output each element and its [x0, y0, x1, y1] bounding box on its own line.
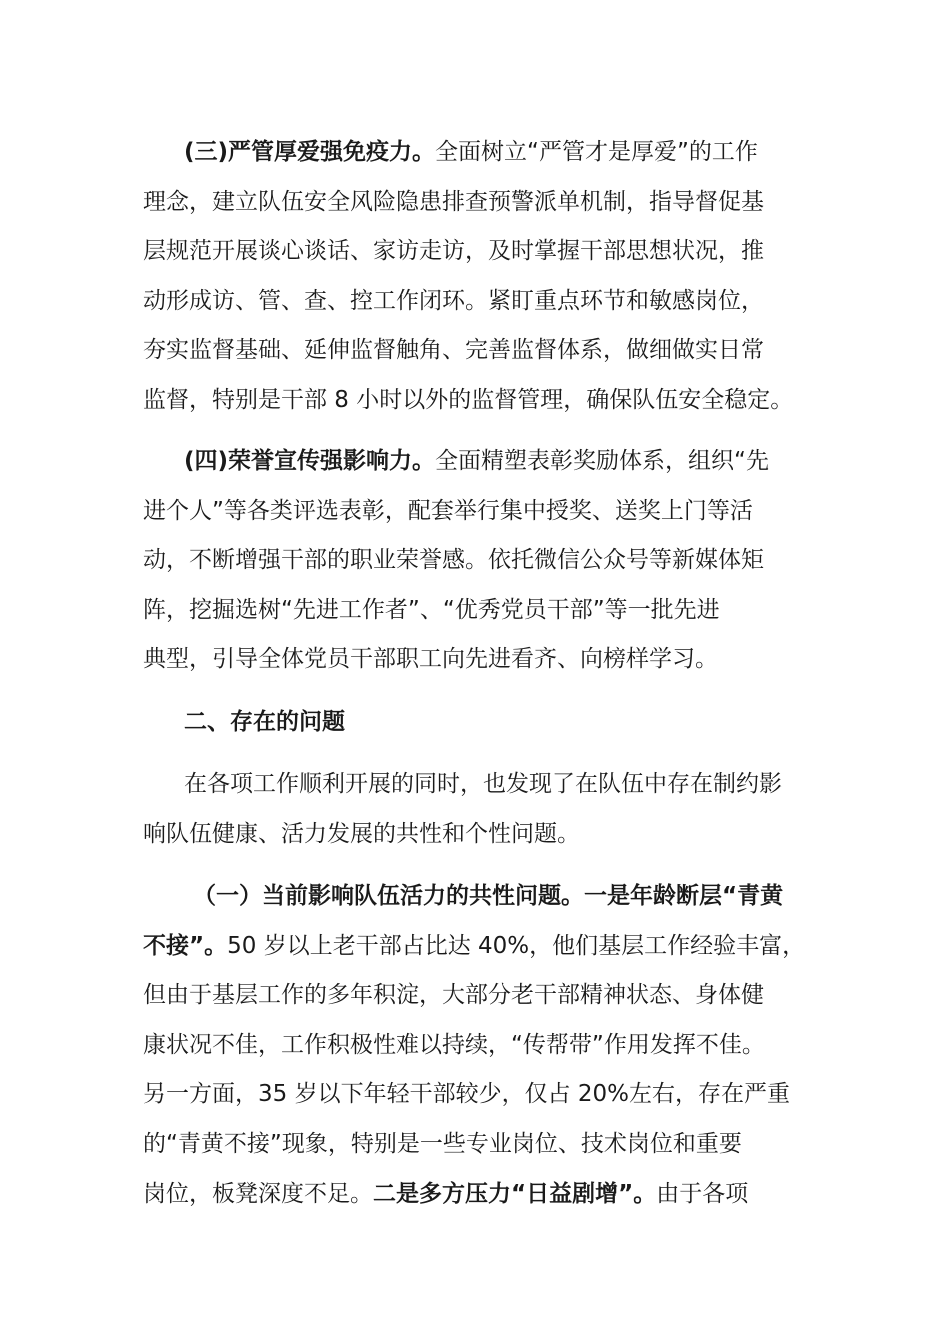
paragraph-honor-publicity — [143, 437, 818, 685]
text-line: 在各项工作顺利开展的同时，也发现了在队伍中存在制约影 — [184, 771, 782, 797]
text-line: 岗位，板凳深度不足。二是多方压力“日益剧增”。由于各项 — [143, 1180, 749, 1207]
text-line: 动，不断增强干部的职业荣誉感。依托微信公众号等新媒体矩 — [143, 547, 764, 574]
paragraph-lead: (三)严管厚爱强免疫力。 — [184, 139, 436, 165]
section-heading — [143, 698, 818, 748]
text-line: 夯实监督基础、延伸监督触角、完善监督体系，做细做实日常 — [143, 337, 764, 364]
text-line: 响队伍健康、活力发展的共性和个性问题。 — [143, 820, 580, 847]
paragraph-lead: (四)荣誉宣传强影响力。 — [184, 448, 436, 474]
text-line: 另一方面，35 岁以下年轻干部较少，仅占 20%左右，存在严重 — [143, 1081, 791, 1108]
section-heading-text: 二、存在的问题 — [184, 709, 345, 735]
text-line: (四)荣誉宣传强影响力。全面精塑表彰奖励体系，组织“先 — [184, 448, 769, 474]
text-line: 层规范开展谈心谈话、家访走访，及时掌握干部思想状况，推 — [143, 238, 764, 265]
text-line: 的“青黄不接”现象，特别是一些专业岗位、技术岗位和重要 — [143, 1130, 742, 1157]
text-line: (三)严管厚爱强免疫力。全面树立“严管才是厚爱”的工作 — [184, 139, 758, 165]
text-line: 进个人”等各类评选表彰，配套举行集中授奖、送奖上门等活 — [143, 497, 753, 524]
paragraph-lead: （一）当前影响队伍活力的共性问题。一是年龄断层“青黄 — [193, 883, 784, 909]
paragraph-intro — [143, 760, 818, 859]
text-line: 康状况不佳，工作积极性难以持续，“传帮带”作用发挥不佳。 — [143, 1031, 765, 1058]
text-line: 典型，引导全体党员干部职工向先进看齐、向榜样学习。 — [143, 646, 718, 673]
text-line: 动形成访、管、查、控工作闭环。紧盯重点环节和敏感岗位， — [143, 287, 764, 314]
text-line: 理念，建立队伍安全风险隐患排查预警派单机制，指导督促基 — [143, 188, 764, 215]
text-line: 监督，特别是干部 8 小时以外的监督管理，确保队伍安全稳定。 — [143, 386, 794, 413]
text-line: 但由于基层工作的多年积淀，大部分老干部精神状态、身体健 — [143, 982, 764, 1009]
paragraph-strict-management — [143, 128, 818, 426]
text-line: 阵，挖掘选树“先进工作者”、“优秀党员干部”等一批先进 — [143, 596, 720, 623]
text-line: 不接”。50 岁以上老干部占比达 40%，他们基层工作经验丰富， — [143, 932, 806, 959]
paragraph-common-problems — [143, 872, 818, 1219]
